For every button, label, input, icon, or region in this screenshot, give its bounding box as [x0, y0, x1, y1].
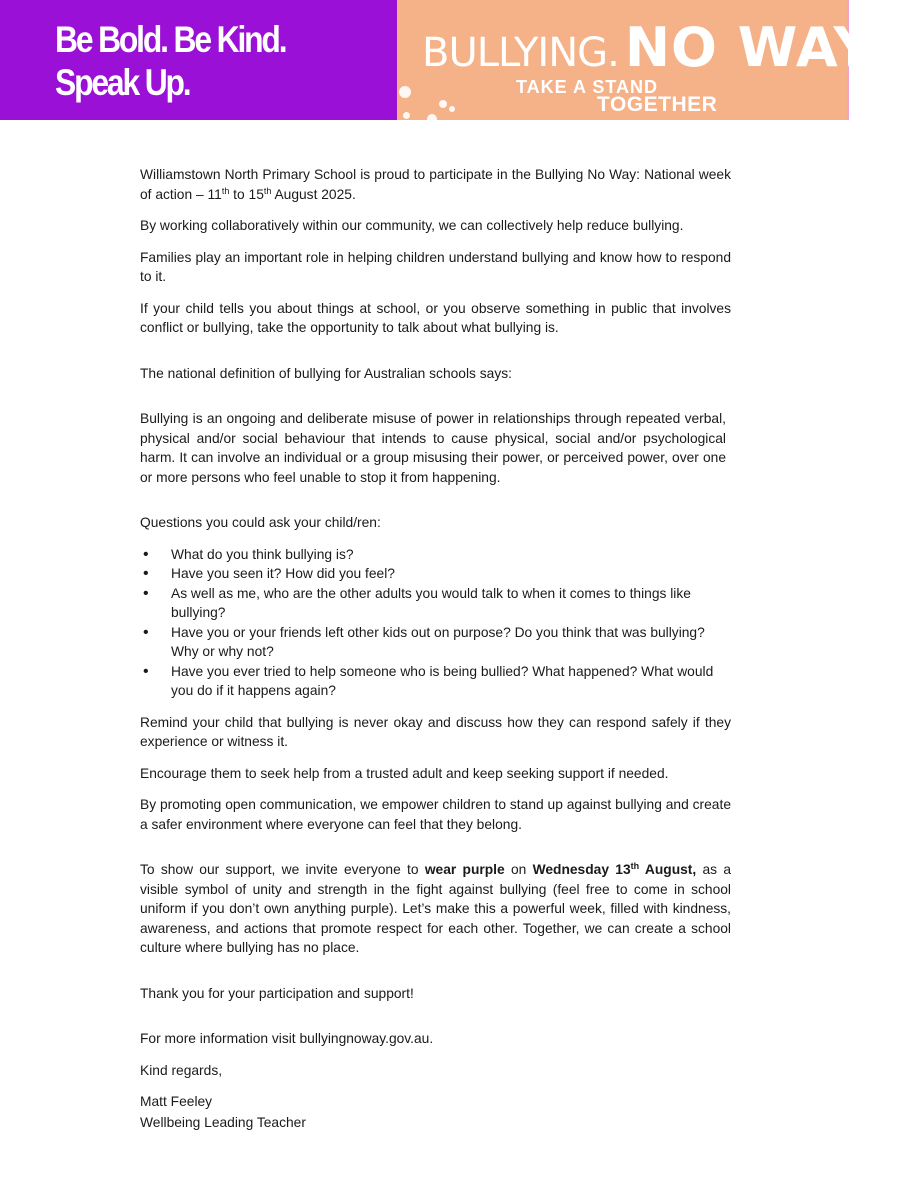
slogan-line-1: Be Bold. Be Kind.: [55, 19, 286, 60]
event-date-emphasis: [533, 862, 697, 877]
event-date-month: August,: [639, 862, 697, 877]
decorative-dot: [403, 112, 410, 119]
definition-intro-paragraph: The national definition of bullying for Australian schools says:: [140, 365, 512, 381]
promote-paragraph: By promoting open communication, we empower children to stand up against bullying and create a safer environment where everyone can feel that they belong.: [140, 797, 731, 832]
logo-together: TOGETHER: [597, 93, 718, 116]
logo-wordmark: [422, 8, 907, 82]
regards-line: Kind regards,: [140, 1062, 223, 1078]
intro-text-c: August 2025.: [271, 186, 356, 202]
talk-paragraph: If your child tells you about things at school, or you observe something in public that involves conflict or bullying, take the opportunity to talk about what bullying is.: [140, 300, 731, 335]
event-date-day: Wednesday 13: [532, 862, 631, 877]
list-item: • Have you seen it? How did you feel?: [140, 564, 731, 584]
definition-paragraph: Bullying is an ongoing and deliberate misuse of power in relationships through repeated verbal, physical and/or social behaviour that intends to cause physical, social and/or psychological harm. It can involve an individual or a group misusing their power, or perceived power, over one or more persons who feel unable to stop it from happening.: [140, 411, 726, 485]
signer-name: Matt Feeley: [140, 1094, 213, 1109]
list-item: • What do you think bullying is?: [140, 545, 731, 565]
signer-title: Wellbeing Leading Teacher: [140, 1114, 306, 1130]
list-item: • As well as me, who are the other adults you would talk to when it comes to things like bullying?: [140, 584, 731, 623]
collaboration-paragraph: By working collaboratively within our community, we can collectively help reduce bullying.: [140, 218, 684, 233]
slogan-line-2: Speak Up.: [55, 62, 190, 103]
thanks-line: Thank you for your participation and support!: [140, 985, 414, 1001]
slogan-panel: [0, 0, 397, 120]
logo-exclamation: !: [877, 8, 907, 82]
intro-text-b: to 15: [229, 186, 264, 202]
decorative-dot: [439, 100, 447, 108]
wear-purple-paragraph: [140, 860, 731, 958]
logo-bullying-text: BULLYING.: [422, 30, 619, 76]
logo-take-a-stand: TAKE A STAND: [516, 77, 658, 97]
families-paragraph: Families play an important role in helping children understand bullying and know how to respond to it.: [140, 249, 731, 284]
bullying-no-way-logo: [397, 0, 907, 120]
intro-text-a: Williamstown North Primary School is proud to participate in the Bullying No Way: National week of action – 11: [140, 167, 731, 202]
purple-text-b: on: [504, 862, 533, 877]
list-item: • Have you or your friends left other kids out on purpose? Do you think that was bullying? Why or why not?: [140, 623, 731, 662]
questions-list: [140, 545, 731, 701]
purple-text-c: as a visible symbol of unity and strength in the fight against bullying (feel free to come in school uniform if you don’t own anything purple). Let’s make this a powerful week, filled with kindness, awareness, and actions that promote respect for each other. Together, we can create a school culture where bullying has no place.: [140, 862, 732, 955]
wear-purple-emphasis: wear purple: [424, 862, 505, 877]
decorative-dot: [427, 114, 437, 124]
header-banner: [0, 0, 907, 120]
remind-paragraph: Remind your child that bullying is never okay and discuss how they can respond safely if they experience or witness it.: [140, 714, 731, 749]
slogan: [55, 18, 285, 104]
event-date-sup: th: [630, 861, 640, 871]
encourage-paragraph: Encourage them to seek help from a trusted adult and keep seeking support if needed.: [140, 765, 669, 781]
intro-sup-2: th: [263, 185, 272, 196]
more-info-line: For more information visit bullyingnoway.gov.au.: [140, 1031, 434, 1046]
purple-text-a: To show our support, we invite everyone to: [140, 862, 425, 877]
decorative-dot: [399, 86, 411, 98]
questions-intro: Questions you could ask your child/ren:: [140, 515, 381, 530]
sign-off: [140, 984, 731, 1133]
intro-paragraph: [140, 165, 731, 204]
decorative-dot: [449, 106, 455, 112]
letter-body: [140, 165, 731, 1132]
intro-sup-1: th: [221, 185, 230, 196]
list-item: • Have you ever tried to help someone who is being bullied? What happened? What would you do if it happens again?: [140, 662, 731, 701]
logo-no-way-text: NO WAY: [624, 16, 874, 79]
